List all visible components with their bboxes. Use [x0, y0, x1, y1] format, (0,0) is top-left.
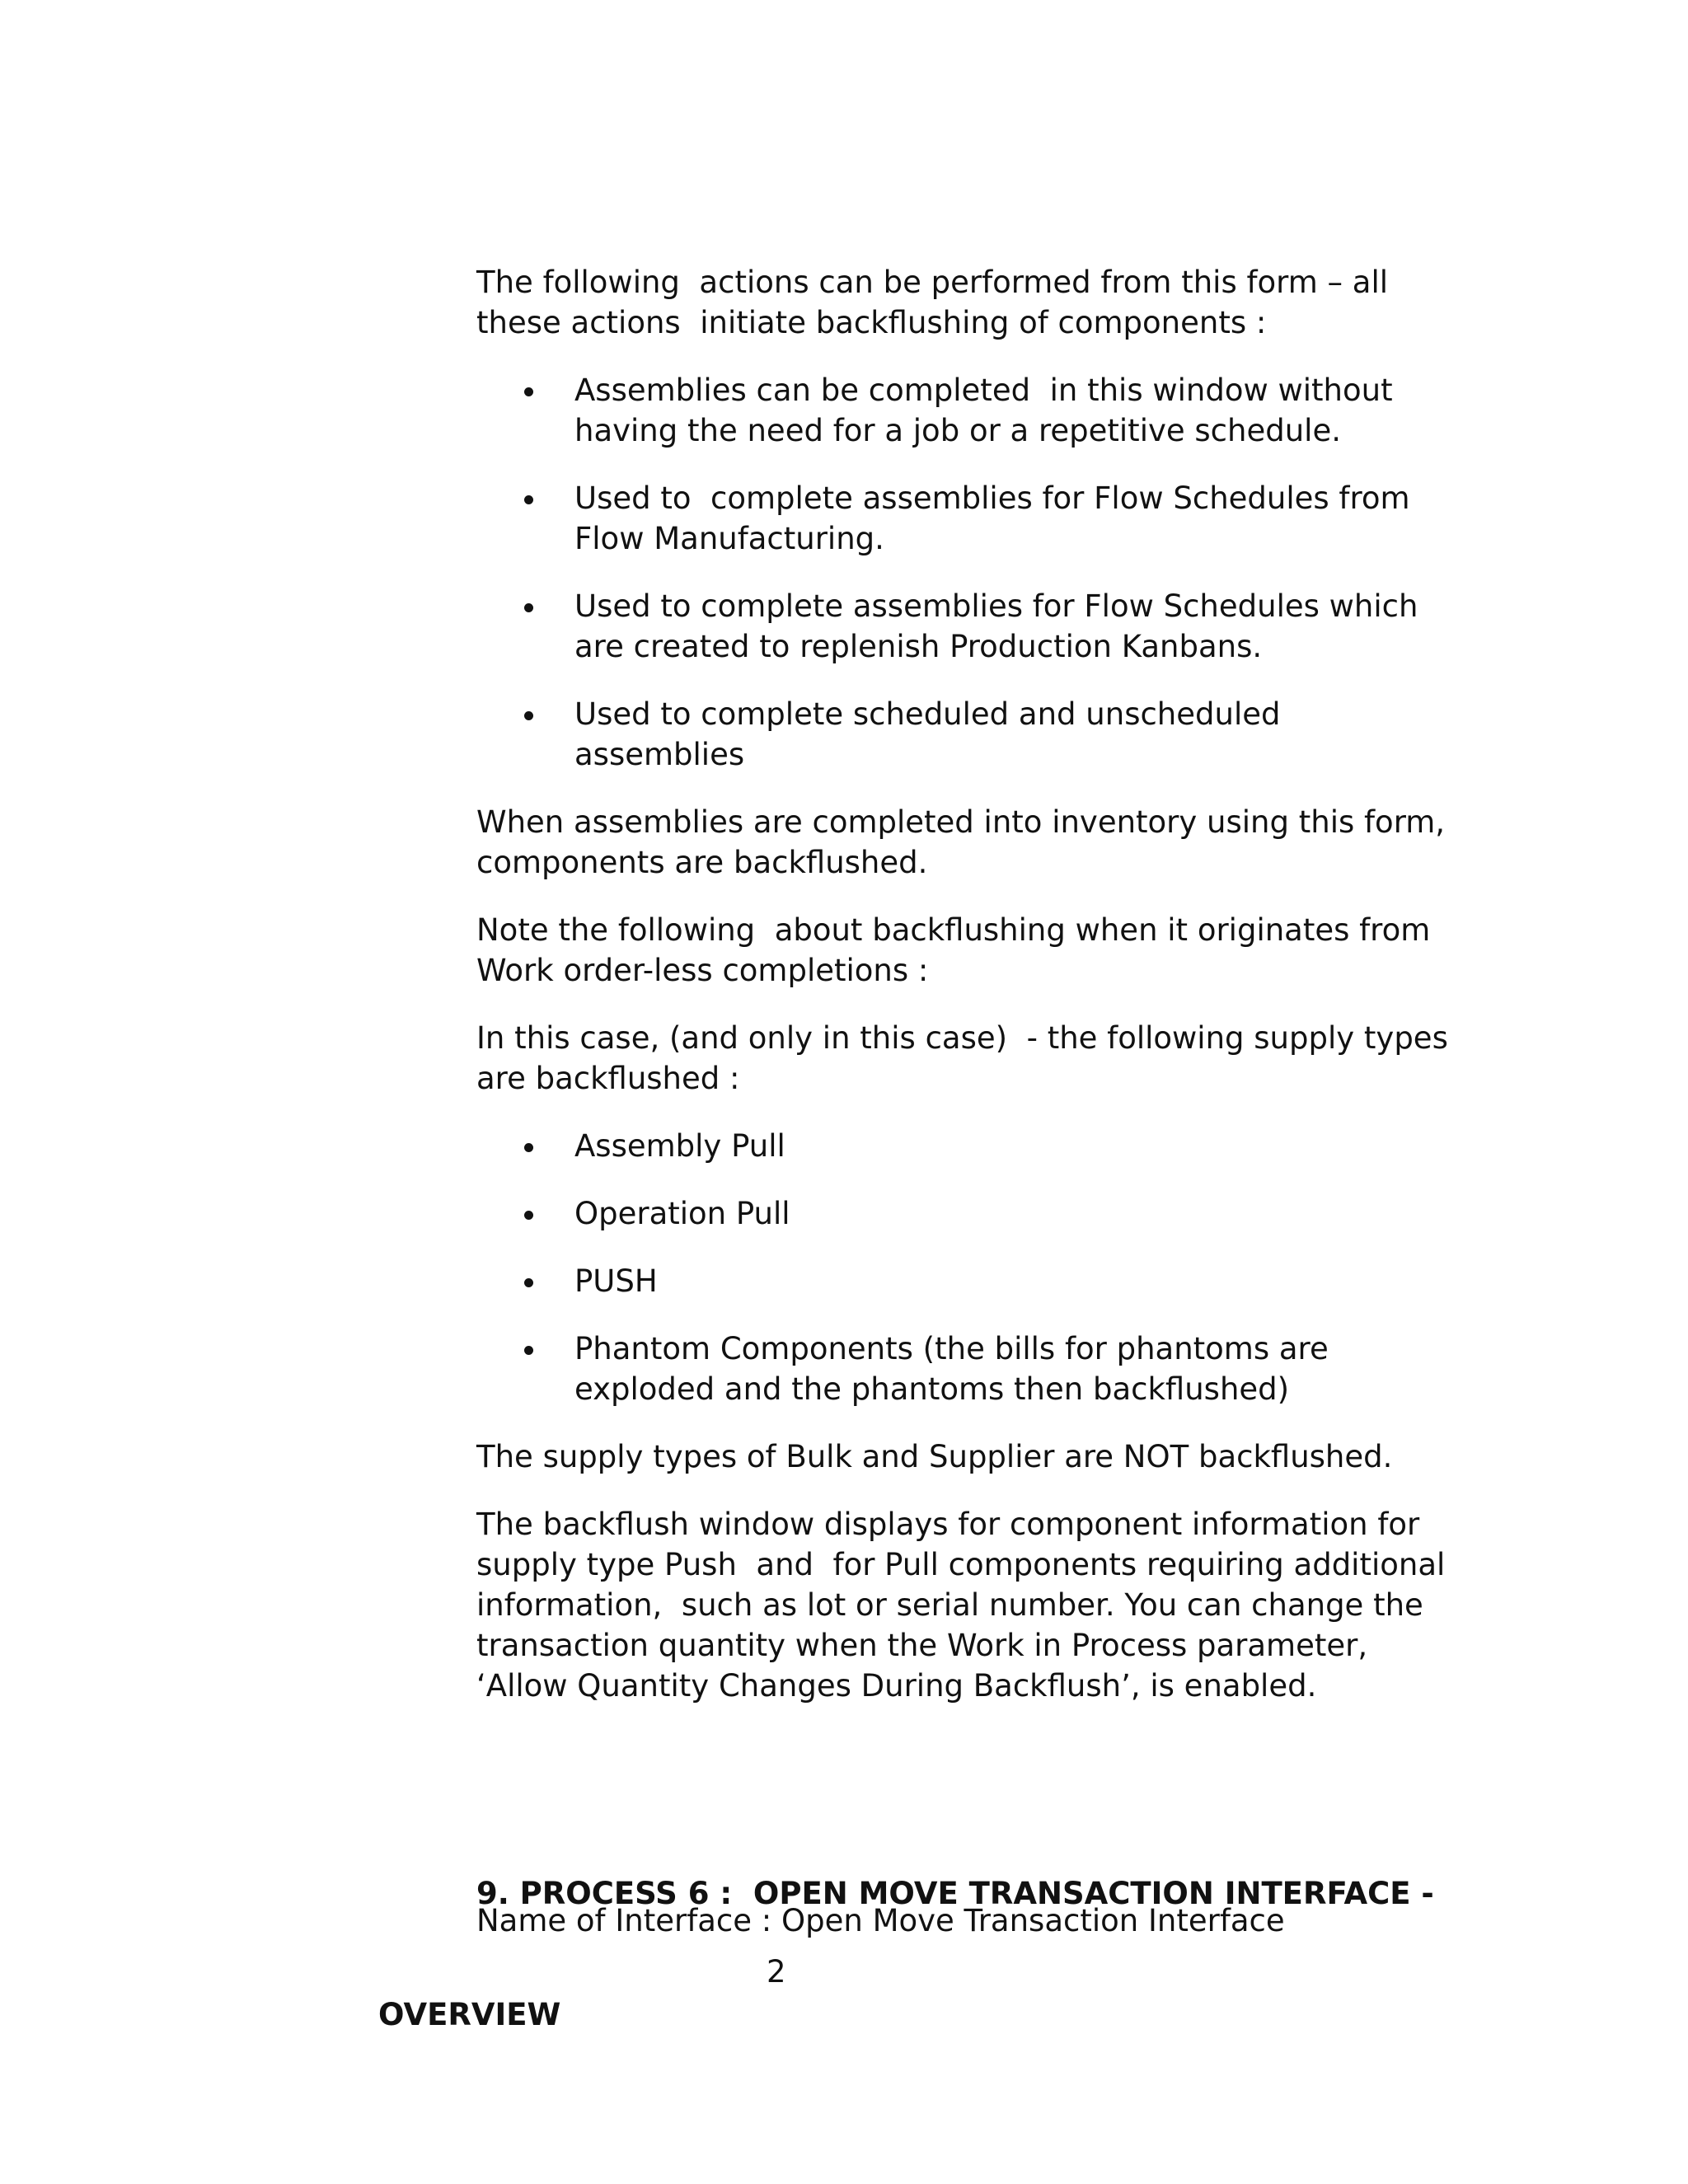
bullet-icon — [524, 1346, 533, 1355]
list-item — [476, 1193, 1449, 1234]
bullet-icon — [524, 387, 533, 396]
list-item — [476, 370, 1449, 451]
list-item-text: Operation Pull — [574, 1196, 790, 1231]
list-item — [476, 694, 1449, 775]
body-content — [476, 262, 1458, 1733]
case-paragraph: In this case, (and only in this case) - the following supply types are backflushed : — [476, 1020, 1458, 1096]
section-heading-line1: 9. PROCESS 6 : OPEN MOVE TRANSACTION INTERFACE - — [476, 1876, 1434, 1911]
list-item — [476, 1329, 1449, 1409]
backflush-window-paragraph: The backflush window displays for component information for supply type Push and for Pull components requiring additional information, such as lot or serial number. You can change the transaction quantity when the Work in Process parameter, ‘Allow Quantity Changes During Backflush’, is enabled. — [476, 1507, 1456, 1704]
list-item-text: Assembly Pull — [574, 1128, 785, 1164]
supply-types-list — [476, 1126, 1449, 1409]
actions-list — [476, 370, 1449, 775]
list-item-text: PUSH — [574, 1263, 658, 1299]
note-paragraph: Note the following about backflushing when it originates from Work order-less completions : — [476, 912, 1441, 988]
list-item-text: Phantom Components (the bills for phantoms are exploded and the phantoms then backflushed) — [574, 1331, 1339, 1407]
list-item — [476, 1126, 1449, 1166]
bullet-icon — [524, 1278, 533, 1287]
section-heading-line2: OVERVIEW — [378, 1997, 561, 2032]
list-item-text: Used to complete assemblies for Flow Schedules which are created to replenish Production Kanbans. — [574, 588, 1428, 664]
not-backflushed-paragraph: The supply types of Bulk and Supplier are NOT backflushed. — [476, 1439, 1393, 1474]
section-heading — [378, 1793, 1458, 2116]
list-item-text: Used to complete assemblies for Flow Schedules from Flow Manufacturing. — [574, 480, 1420, 556]
completed-paragraph: When assemblies are completed into inventory using this form, components are backflushed. — [476, 804, 1455, 880]
bullet-icon — [524, 1143, 533, 1152]
list-item — [476, 1261, 1449, 1301]
intro-paragraph: The following actions can be performed from this form – all these actions initiate backflushing of components : — [476, 265, 1398, 340]
list-item-text: Assemblies can be completed in this window without having the need for a job or a repetitive schedule. — [574, 373, 1403, 448]
page-number: 2 — [767, 1954, 786, 1990]
bullet-icon — [524, 495, 533, 504]
bullet-icon — [524, 711, 533, 720]
bullet-icon — [524, 603, 533, 612]
list-item — [476, 586, 1449, 667]
list-item — [476, 478, 1449, 559]
list-item-text: Used to complete scheduled and unscheduled assemblies — [574, 696, 1291, 772]
bullet-icon — [524, 1211, 533, 1220]
interface-name: Name of Interface : Open Move Transaction Interface — [476, 1903, 1285, 1938]
